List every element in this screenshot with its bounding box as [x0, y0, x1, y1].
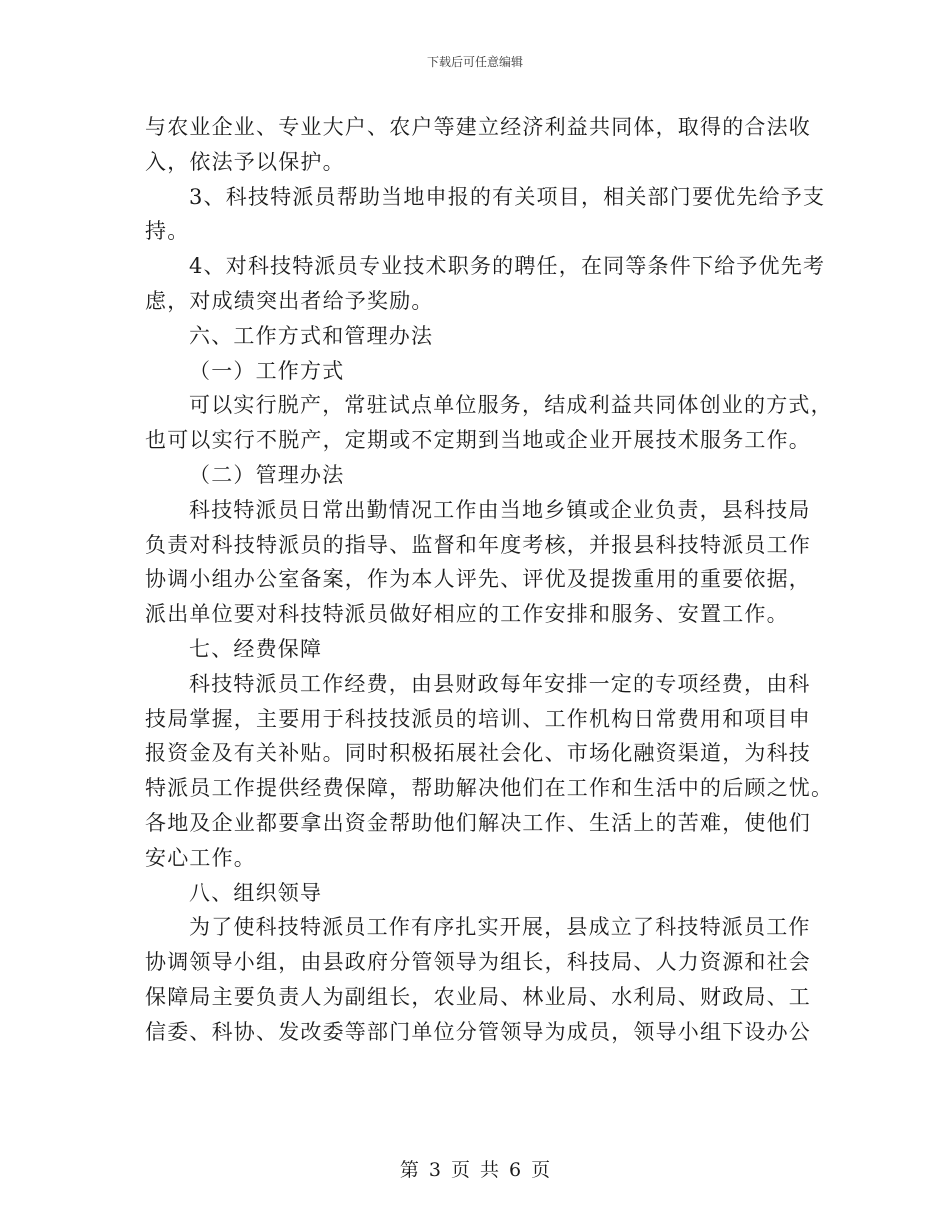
text-line: （一）工作方式 — [189, 358, 345, 383]
text-line: 与农业企业、专业大户、农户等建立经济利益共同体，取得的合法收 — [145, 115, 811, 139]
text-line: 派出单位要对科技特派员做好相应的工作安排和服务、安置工作。 — [145, 602, 789, 627]
text-line: 协调小组办公室备案，作为本人评先、评优及提拨重用的重要依据， — [145, 567, 811, 592]
text-line: 负责对科技特派员的指导、监督和年度考核，并报县科技特派员工作 — [145, 532, 811, 557]
page-header: 下载后可任意编辑 — [426, 55, 523, 69]
text-line: 六、工作方式和管理办法 — [189, 323, 434, 348]
text-line: 虑，对成绩突出者给予奖励。 — [145, 288, 434, 313]
text-line: 信委、科协、发改委等部门单位分管领导为成员，领导小组下设办公 — [145, 1019, 811, 1044]
text-line: 安心工作。 — [145, 845, 256, 870]
text-line: 科技特派员日常出勤情况工作由当地乡镇或企业负责，县科技局 — [189, 497, 811, 522]
text-line: 持。 — [145, 219, 190, 244]
text-line: 七、经费保障 — [189, 636, 323, 661]
text-line: 技局掌握，主要用于科技技派员的培训、工作机构日常费用和项目申 — [145, 706, 811, 731]
text-line: 报资金及有关补贴。同时积极拓展社会化、市场化融资渠道，为科技 — [145, 741, 811, 766]
text-line: 协调领导小组，由县政府分管领导为组长，科技局、人力资源和社会 — [145, 950, 811, 975]
text-line: 保障局主要负责人为副组长，农业局、林业局、水利局、财政局、工 — [145, 984, 811, 1009]
text-line: 为了使科技特派员工作有序扎实开展，县成立了科技特派员工作 — [189, 915, 811, 940]
text-line: 4、对科技特派员专业技术职务的聘任，在同等条件下给予优先考 — [189, 254, 826, 279]
text-line: 入，依法予以保护。 — [145, 149, 345, 174]
document-body — [145, 110, 834, 1050]
text-line: 科技特派员工作经费，由县财政每年安排一定的专项经费，由科 — [189, 671, 811, 696]
text-line: 3、科技特派员帮助当地申报的有关项目，相关部门要优先给予支 — [189, 184, 826, 209]
text-line: 也可以实行不脱产，定期或不定期到当地或企业开展技术服务工作。 — [145, 428, 811, 453]
text-line: （二）管理办法 — [189, 462, 345, 487]
text-line: 可以实行脱产，常驻试点单位服务，结成利益共同体创业的方式， — [189, 393, 833, 418]
text-line: 各地及企业都要拿出资金帮助他们解决工作、生活上的苦难，使他们 — [145, 810, 811, 835]
text-line: 特派员工作提供经费保障，帮助解决他们在工作和生活中的后顾之忧。 — [145, 776, 834, 801]
text-line: 八、组织领导 — [189, 880, 323, 905]
page-number: 第 3 页 共 6 页 — [399, 1159, 551, 1181]
